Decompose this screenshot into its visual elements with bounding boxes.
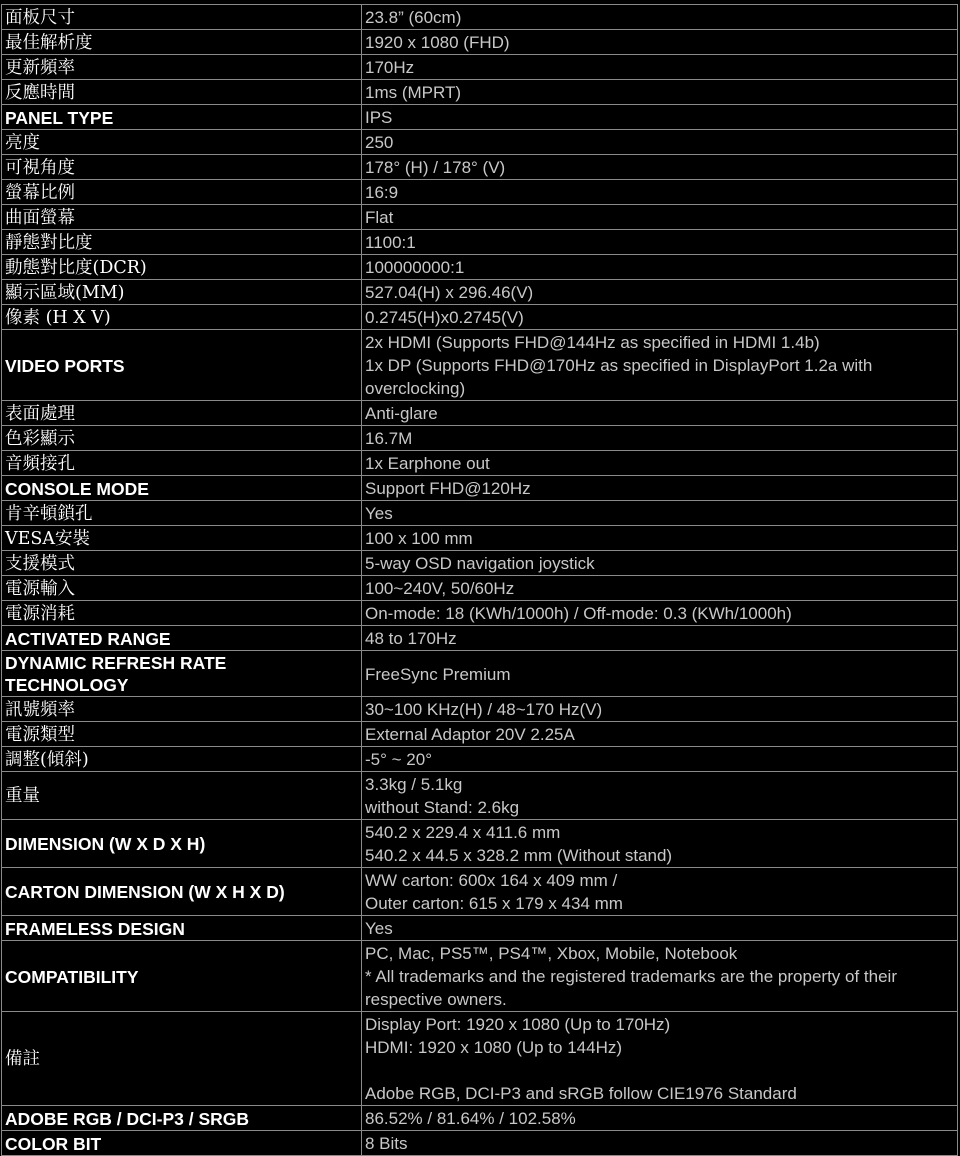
spec-row [2,205,958,230]
spec-table-body [2,5,958,1156]
spec-label: DIMENSION (W X D X H) [2,820,362,868]
spec-label: COLOR BIT [2,1131,362,1156]
spec-value: Yes [362,916,958,941]
spec-label: 音頻接孔 [2,451,362,476]
spec-label: 最佳解析度 [2,30,362,55]
spec-value: 5-way OSD navigation joystick [362,551,958,576]
spec-row [2,155,958,180]
spec-row [2,476,958,501]
spec-row [2,401,958,426]
spec-label: ACTIVATED RANGE [2,626,362,651]
spec-label: ADOBE RGB / DCI-P3 / SRGB [2,1106,362,1131]
spec-value: 30~100 KHz(H) / 48~170 Hz(V) [362,697,958,722]
spec-row [2,230,958,255]
spec-label: 顯示區域(MM) [2,280,362,305]
spec-row [2,305,958,330]
spec-label: 靜態對比度 [2,230,362,255]
spec-row [2,5,958,30]
spec-value: 23.8” (60cm) [362,5,958,30]
spec-value: 2x HDMI (Supports FHD@144Hz as specified in HDMI 1.4b) 1x DP (Supports FHD@170Hz as specified in DisplayPort 1.2a with overclocking) [362,330,958,401]
spec-value: 1ms (MPRT) [362,80,958,105]
spec-value: 0.2745(H)x0.2745(V) [362,305,958,330]
spec-label: 像素 (H X V) [2,305,362,330]
spec-value: 1920 x 1080 (FHD) [362,30,958,55]
spec-value: 16.7M [362,426,958,451]
spec-label: 動態對比度(DCR) [2,255,362,280]
spec-row [2,601,958,626]
spec-value: 48 to 170Hz [362,626,958,651]
spec-label: 電源消耗 [2,601,362,626]
spec-value: WW carton: 600x 164 x 409 mm / Outer carton: 615 x 179 x 434 mm [362,868,958,916]
spec-label: CONSOLE MODE [2,476,362,501]
spec-value: PC, Mac, PS5™, PS4™, Xbox, Mobile, Notebook * All trademarks and the registered trademarks are the property of their respective owners. [362,941,958,1012]
spec-row [2,130,958,155]
spec-label: 支援模式 [2,551,362,576]
spec-row [2,426,958,451]
spec-value: FreeSync Premium [362,651,958,697]
spec-row [2,941,958,1012]
spec-value: 86.52% / 81.64% / 102.58% [362,1106,958,1131]
spec-label: 面板尺寸 [2,5,362,30]
spec-value: 527.04(H) x 296.46(V) [362,280,958,305]
spec-label: 調整(傾斜) [2,747,362,772]
spec-row [2,868,958,916]
spec-label: VIDEO PORTS [2,330,362,401]
spec-value: 1100:1 [362,230,958,255]
spec-value: 8 Bits [362,1131,958,1156]
spec-value: Yes [362,501,958,526]
spec-value: 1x Earphone out [362,451,958,476]
spec-label: CARTON DIMENSION (W X H X D) [2,868,362,916]
spec-label: DYNAMIC REFRESH RATE TECHNOLOGY [2,651,362,697]
spec-row [2,722,958,747]
spec-row [2,916,958,941]
spec-label: 亮度 [2,130,362,155]
spec-label: 電源輸入 [2,576,362,601]
spec-label: 色彩顯示 [2,426,362,451]
spec-value: Display Port: 1920 x 1080 (Up to 170Hz) HDMI: 1920 x 1080 (Up to 144Hz) Adobe RGB, DCI-P3 and sRGB follow CIE1976 Standard [362,1012,958,1106]
spec-label: 可視角度 [2,155,362,180]
spec-row [2,697,958,722]
spec-value: IPS [362,105,958,130]
spec-value: Flat [362,205,958,230]
spec-row [2,105,958,130]
spec-value: 100~240V, 50/60Hz [362,576,958,601]
spec-label: PANEL TYPE [2,105,362,130]
spec-row [2,30,958,55]
spec-value: Support FHD@120Hz [362,476,958,501]
spec-label: FRAMELESS DESIGN [2,916,362,941]
spec-value: 178° (H) / 178° (V) [362,155,958,180]
spec-row [2,501,958,526]
spec-row [2,626,958,651]
spec-value: External Adaptor 20V 2.25A [362,722,958,747]
spec-label: 表面處理 [2,401,362,426]
spec-value: 100000000:1 [362,255,958,280]
spec-row [2,551,958,576]
spec-label: 電源類型 [2,722,362,747]
spec-row [2,180,958,205]
spec-label: 反應時間 [2,80,362,105]
spec-value: 16:9 [362,180,958,205]
spec-row [2,1106,958,1131]
spec-row [2,772,958,820]
spec-row [2,55,958,80]
spec-row [2,576,958,601]
spec-row [2,330,958,401]
spec-value: 250 [362,130,958,155]
spec-value: 170Hz [362,55,958,80]
spec-row [2,1131,958,1156]
spec-label: 訊號頻率 [2,697,362,722]
spec-label: 螢幕比例 [2,180,362,205]
spec-value: -5° ~ 20° [362,747,958,772]
spec-label: COMPATIBILITY [2,941,362,1012]
spec-label: 肯辛頓鎖孔 [2,501,362,526]
spec-row [2,651,958,697]
spec-label: 更新頻率 [2,55,362,80]
spec-table [1,4,958,1156]
spec-row [2,280,958,305]
spec-value: 3.3kg / 5.1kg without Stand: 2.6kg [362,772,958,820]
spec-label: 重量 [2,772,362,820]
spec-value: On-mode: 18 (KWh/1000h) / Off-mode: 0.3 (KWh/1000h) [362,601,958,626]
spec-label: VESA安裝 [2,526,362,551]
spec-row [2,80,958,105]
spec-row [2,820,958,868]
spec-row [2,255,958,280]
spec-value: 100 x 100 mm [362,526,958,551]
spec-label: 備註 [2,1012,362,1106]
spec-row [2,451,958,476]
spec-label: 曲面螢幕 [2,205,362,230]
spec-value: 540.2 x 229.4 x 411.6 mm 540.2 x 44.5 x 328.2 mm (Without stand) [362,820,958,868]
spec-row [2,747,958,772]
spec-value: Anti-glare [362,401,958,426]
spec-row [2,1012,958,1106]
spec-row [2,526,958,551]
